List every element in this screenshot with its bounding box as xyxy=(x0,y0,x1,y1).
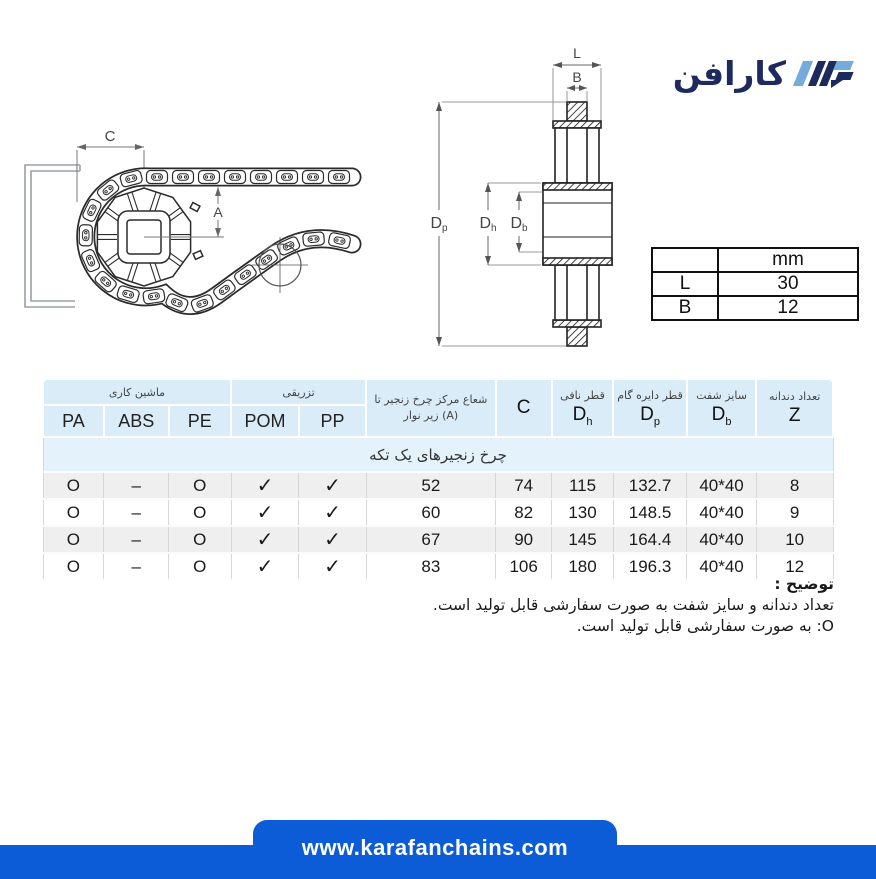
table-cell-dp: 132.7 xyxy=(613,472,686,499)
dimension-name: L xyxy=(652,272,718,296)
dimension-value: 30 xyxy=(718,272,858,296)
table-cell-abs: – xyxy=(104,526,169,553)
dimension-name: B xyxy=(652,296,718,320)
table-cell-pa: O xyxy=(43,499,104,526)
dimension-b-label: B xyxy=(572,69,582,85)
brand-logo xyxy=(673,52,860,94)
table-cell-dp: 164.4 xyxy=(613,526,686,553)
table-cell-db: 40*40 xyxy=(687,526,757,553)
table-cell-pa: O xyxy=(43,472,104,499)
table-cell-pp: ✓ xyxy=(299,553,366,579)
table-row xyxy=(43,499,833,526)
table-cell-a: 60 xyxy=(366,499,496,526)
table-row xyxy=(43,526,833,553)
table-cell-dp: 196.3 xyxy=(613,553,686,579)
footer-tab xyxy=(253,820,617,879)
table-cell-pe: O xyxy=(169,526,231,553)
table-cell-db: 40*40 xyxy=(687,472,757,499)
table-row xyxy=(43,472,833,499)
table-cell-z: 12 xyxy=(756,553,833,579)
table-cell-dh: 180 xyxy=(552,553,614,579)
table-cell-abs: – xyxy=(104,472,169,499)
table-cell-db: 40*40 xyxy=(687,553,757,579)
dimension-l-label: L xyxy=(573,45,581,61)
table-cell-c: 106 xyxy=(496,553,552,579)
col-header-c: C xyxy=(496,379,552,437)
table-cell-pa: O xyxy=(43,553,104,579)
table-cell-dp: 148.5 xyxy=(613,499,686,526)
table-cell-a: 52 xyxy=(366,472,496,499)
group-injection: تزریقی xyxy=(231,379,366,405)
main-table-body xyxy=(43,472,833,579)
table-cell-z: 10 xyxy=(756,526,833,553)
spec-table-title-row xyxy=(43,437,833,472)
table-cell-db: 40*40 xyxy=(687,499,757,526)
col-header-dh: قطر نافی $D_h$ xyxy=(552,379,614,437)
dimension-a-label: A xyxy=(213,204,223,220)
table-cell-pp: ✓ xyxy=(299,499,366,526)
dimension-table-corner xyxy=(652,248,718,272)
table-cell-abs: – xyxy=(104,499,169,526)
group-machining: ماشین کاری xyxy=(43,379,231,405)
table-cell-pom: ✓ xyxy=(231,499,299,526)
spec-table-header xyxy=(43,379,833,437)
col-header-abs: ABS xyxy=(104,405,169,437)
dimension-value: 12 xyxy=(718,296,858,320)
table-cell-dh: 145 xyxy=(552,526,614,553)
table-cell-pe: O xyxy=(169,472,231,499)
col-header-pe: PE xyxy=(169,405,231,437)
col-header-radius: شعاع مرکز چرخ زنجیر تا زیر نوار (A) xyxy=(366,379,496,437)
table-cell-z: 8 xyxy=(756,472,833,499)
table-row xyxy=(652,296,858,320)
table-row xyxy=(652,272,858,296)
spec-table-wrap xyxy=(42,378,834,579)
footer-url[interactable]: www.karafanchains.com xyxy=(301,835,569,860)
brand-name: کارافن xyxy=(672,53,786,93)
col-header-z: تعداد دندانه Z xyxy=(756,379,833,437)
col-header-dp: قطر دایره گام $D_p$ xyxy=(613,379,686,437)
table-cell-c: 82 xyxy=(496,499,552,526)
table-cell-pom: ✓ xyxy=(231,526,299,553)
col-header-pa: PA xyxy=(43,405,104,437)
col-header-db: سایز شفت $D_b$ xyxy=(687,379,757,437)
dimension-dh-label: Dh xyxy=(479,215,497,234)
spec-table xyxy=(42,378,834,579)
table-cell-abs: – xyxy=(104,553,169,579)
notes-line: تعداد دندانه و سایز شفت به صورت سفارشی قابل تولید است. xyxy=(432,596,834,614)
chain-sprocket-drawing xyxy=(10,92,420,332)
table-cell-pa: O xyxy=(43,526,104,553)
notes-block xyxy=(433,574,834,637)
dimension-db-label: Db xyxy=(510,215,528,234)
table-cell-c: 74 xyxy=(496,472,552,499)
brand-logo-icon xyxy=(796,52,860,94)
col-header-pom: POM xyxy=(231,405,299,437)
table-cell-c: 90 xyxy=(496,526,552,553)
col-header-pp: PP xyxy=(299,405,366,437)
table-cell-pp: ✓ xyxy=(299,472,366,499)
table-cell-pom: ✓ xyxy=(231,472,299,499)
table-cell-pe: O xyxy=(169,553,231,579)
notes-title: توضیح : xyxy=(774,575,834,593)
sprocket-section-drawing xyxy=(420,40,645,360)
table-cell-pp: ✓ xyxy=(299,526,366,553)
table-cell-a: 67 xyxy=(366,526,496,553)
table-cell-a: 83 xyxy=(366,553,496,579)
guide-channel-drawing xyxy=(25,165,80,307)
spec-table-title: چرخ زنجیرهای یک تکه xyxy=(43,437,833,472)
dimension-c-label: C xyxy=(104,128,116,145)
table-cell-pom: ✓ xyxy=(231,553,299,579)
dimension-table-unit-header: mm xyxy=(718,248,858,272)
dimension-table xyxy=(651,247,859,321)
dimension-dp-label: Dp xyxy=(430,215,448,234)
table-cell-z: 9 xyxy=(756,499,833,526)
table-cell-dh: 130 xyxy=(552,499,614,526)
table-cell-dh: 115 xyxy=(552,472,614,499)
notes-line: O: به صورت سفارشی قابل تولید است. xyxy=(576,617,834,635)
table-cell-pe: O xyxy=(169,499,231,526)
